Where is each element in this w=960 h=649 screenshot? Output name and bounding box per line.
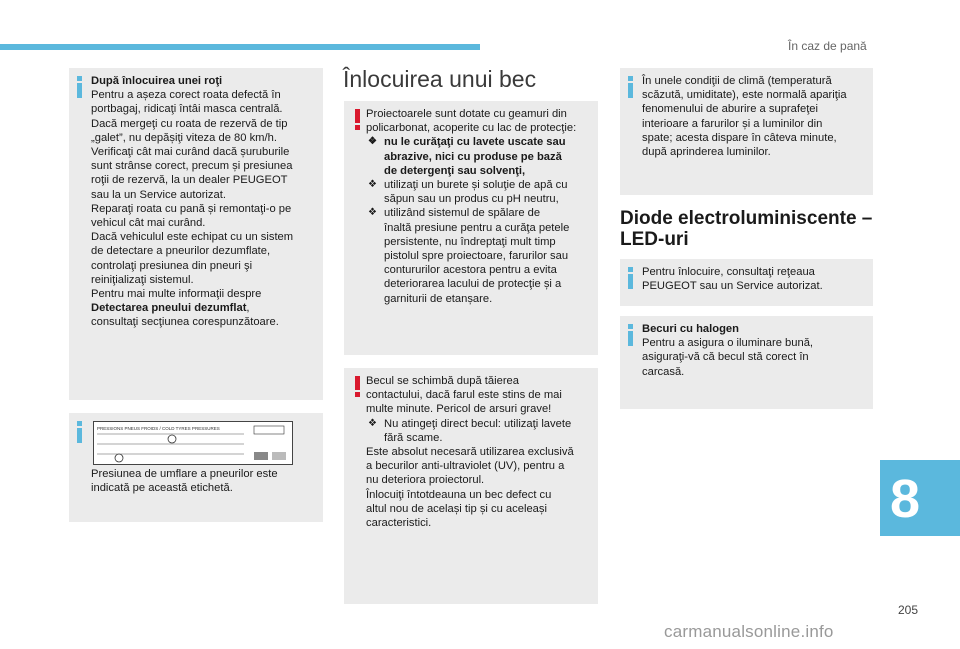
led-title-line-2: LED-uri (620, 229, 689, 250)
tire-bold-ref: Detectarea pneului dezumflat (91, 302, 247, 315)
tire-last-line: consultaţi secţiunea corespunzătoare. (91, 316, 279, 329)
led-title (620, 208, 872, 250)
tire-text (91, 74, 293, 330)
warning-box-cleaning (344, 101, 598, 355)
text-line: Pentru a asigura o iluminare bună, (642, 337, 814, 350)
text-line: Este absolut necesară utilizarea exclusivă (366, 446, 574, 459)
text-line: indicată pe această etichetă. (91, 482, 233, 495)
text-line: înaltă presiune pentru a curăţa petele (384, 221, 570, 234)
label-lines (91, 467, 278, 495)
text-line: policarbonat, acoperite cu lac de protecţie: (366, 122, 577, 135)
text-line: Verificaţi cât mai curând dacă șuruburile (91, 146, 290, 159)
text-line: spate; acesta dispare în câteva minute, (642, 131, 837, 144)
bulb-lines-1 (366, 374, 574, 417)
text-line: Pentru mai multe informaţii despre (91, 288, 262, 301)
text-line: carcasă. (642, 365, 685, 378)
cleaning-text (366, 107, 576, 306)
text-line: interioare a farurilor și a luminilor din (642, 117, 823, 130)
info-icon (77, 421, 93, 443)
text-line: utilizând sistemul de spălare de (384, 207, 541, 220)
text-line: În unele condiţii de climă (temperatură (642, 75, 832, 87)
section-title: În caz de pană (788, 39, 867, 53)
bulb-bullet-1 (366, 417, 574, 445)
tire-label-title: PRESSIONS PNEUS FROIDS / COLD TYRES PRESSURES (97, 426, 220, 431)
text-line: sunt strânse corect, precum și presiunea (91, 160, 293, 173)
watermark: carmanualsonline.info (664, 622, 834, 641)
text-line: multe minute. Pericol de arsuri grave! (366, 403, 552, 416)
text-line: săpun sau un produs cu pH neutru, (384, 193, 559, 206)
text-line: deteriorarea lacului de protecţie și a (384, 278, 562, 291)
page-number: 205 (898, 603, 919, 617)
label-text (91, 467, 278, 495)
halogen-heading: Becuri cu halogen (642, 323, 739, 335)
text-line: contururilor acestora pentru a evita (384, 264, 557, 277)
info-box-led (620, 259, 873, 306)
text-line: reiniţializaţi sistemul. (91, 273, 194, 286)
text-line: scăzută, umiditate), este normală apariţia (642, 89, 847, 102)
text-line: sau la un Service autorizat. (91, 188, 226, 201)
text-line: controlaţi presiunea din pneuri şi (91, 259, 253, 272)
text-line: pistolul spre proiectoare, farurilor sau (384, 250, 569, 263)
text-line: după aprinderea luminilor. (642, 146, 771, 159)
text-line: altul nou de același tip și cu aceleași (366, 502, 547, 515)
text-line: Becul se schimbă după tăierea (366, 375, 519, 387)
bullet-marker-icon: ❖ (368, 417, 377, 429)
text-line: portbagaj, ridicaţi întâi masca centrală. (91, 103, 283, 116)
tire-lines (91, 88, 293, 301)
cleaning-intro (366, 107, 576, 135)
text-line: Pentru înlocuire, consultaţi reţeaua (642, 266, 815, 278)
info-box-fogging (620, 68, 873, 195)
text-line: garniturii de etanșare. (384, 292, 493, 305)
info-box-tire (69, 68, 323, 400)
tire-pressure-label-image (93, 421, 293, 465)
text-line: de detergenţi sau solvenţi, (384, 164, 526, 177)
text-line: nu deteriora proiectorul. (366, 474, 485, 487)
text-line: fenomenului de aburire a suprafeţei (642, 103, 819, 116)
bullet-marker-icon: ❖ (368, 207, 377, 219)
chapter-tab (880, 460, 960, 536)
bullet-marker-icon: ❖ (368, 136, 377, 148)
middle-title: Înlocuirea unui bec (343, 66, 537, 92)
text-line: Dacă vehiculul este echipat cu un sistem (91, 231, 294, 244)
bulb-text (366, 374, 574, 530)
text-line: Nu atingeţi direct becul: utilizaţi lavete (384, 417, 572, 430)
text-line: Reparaţi roata cu pană și remontaţi-o pe (91, 202, 292, 215)
cleaning-bullet-3 (366, 206, 576, 305)
warning-box-bulb (344, 368, 598, 604)
bullet-marker-icon: ❖ (368, 179, 377, 191)
text-line: Dacă mergeţi cu roata de rezervă de tip (91, 117, 288, 130)
text-line: Proiectoarele sunt dotate cu geamuri din (366, 108, 567, 120)
cleaning-bullet-1 (366, 135, 576, 178)
text-line: roţii de rezervă, la un dealer PEUGEOT (91, 174, 288, 187)
text-line: „galet”, nu depășiţi viteza de 80 km/h. (91, 131, 277, 144)
tire-heading: După înlocuirea unei roţi (91, 75, 223, 87)
text-line: caracteristici. (366, 517, 432, 530)
fogging-text (642, 74, 847, 159)
text-line: contactului, dacă farul este stins de mai (366, 389, 562, 402)
text-line: nu le curăţaţi cu lavete uscate sau (384, 136, 566, 149)
header-accent-bar (0, 44, 480, 50)
text-line: fără scame. (384, 431, 443, 444)
text-line: persistente, nu îndreptaţi mult timp (384, 235, 556, 248)
tire-ref-comma: , (246, 302, 250, 315)
info-box-halogen (620, 316, 873, 409)
text-line: Pentru a așeza corect roata defectă în (91, 89, 281, 102)
bulb-lines-2 (366, 445, 574, 530)
text-line: vehicul cât mai curând. (91, 217, 206, 230)
chapter-number: 8 (890, 469, 921, 529)
info-box-label (69, 413, 323, 522)
led-text (642, 265, 823, 293)
text-line: Înlocuiţi întotdeauna un bec defect cu (366, 488, 552, 501)
halogen-text (642, 322, 813, 379)
text-line: abrazive, nici cu produse pe bază (384, 150, 562, 163)
text-line: utilizaţi un burete și soluţie de apă cu (384, 179, 568, 192)
text-line: a becurilor anti-ultraviolet (UV), pentru a (366, 460, 565, 473)
text-line: asiguraţi-vă că becul stă corect în (642, 351, 809, 364)
led-title-line-1: Diode electroluminiscente – (620, 208, 873, 229)
text-line: PEUGEOT sau un Service autorizat. (642, 280, 823, 293)
text-line: de detectare a pneurilor dezumflate, (91, 245, 271, 258)
text-line: Presiunea de umflare a pneurilor este (91, 468, 278, 480)
cleaning-bullet-2 (366, 178, 576, 206)
